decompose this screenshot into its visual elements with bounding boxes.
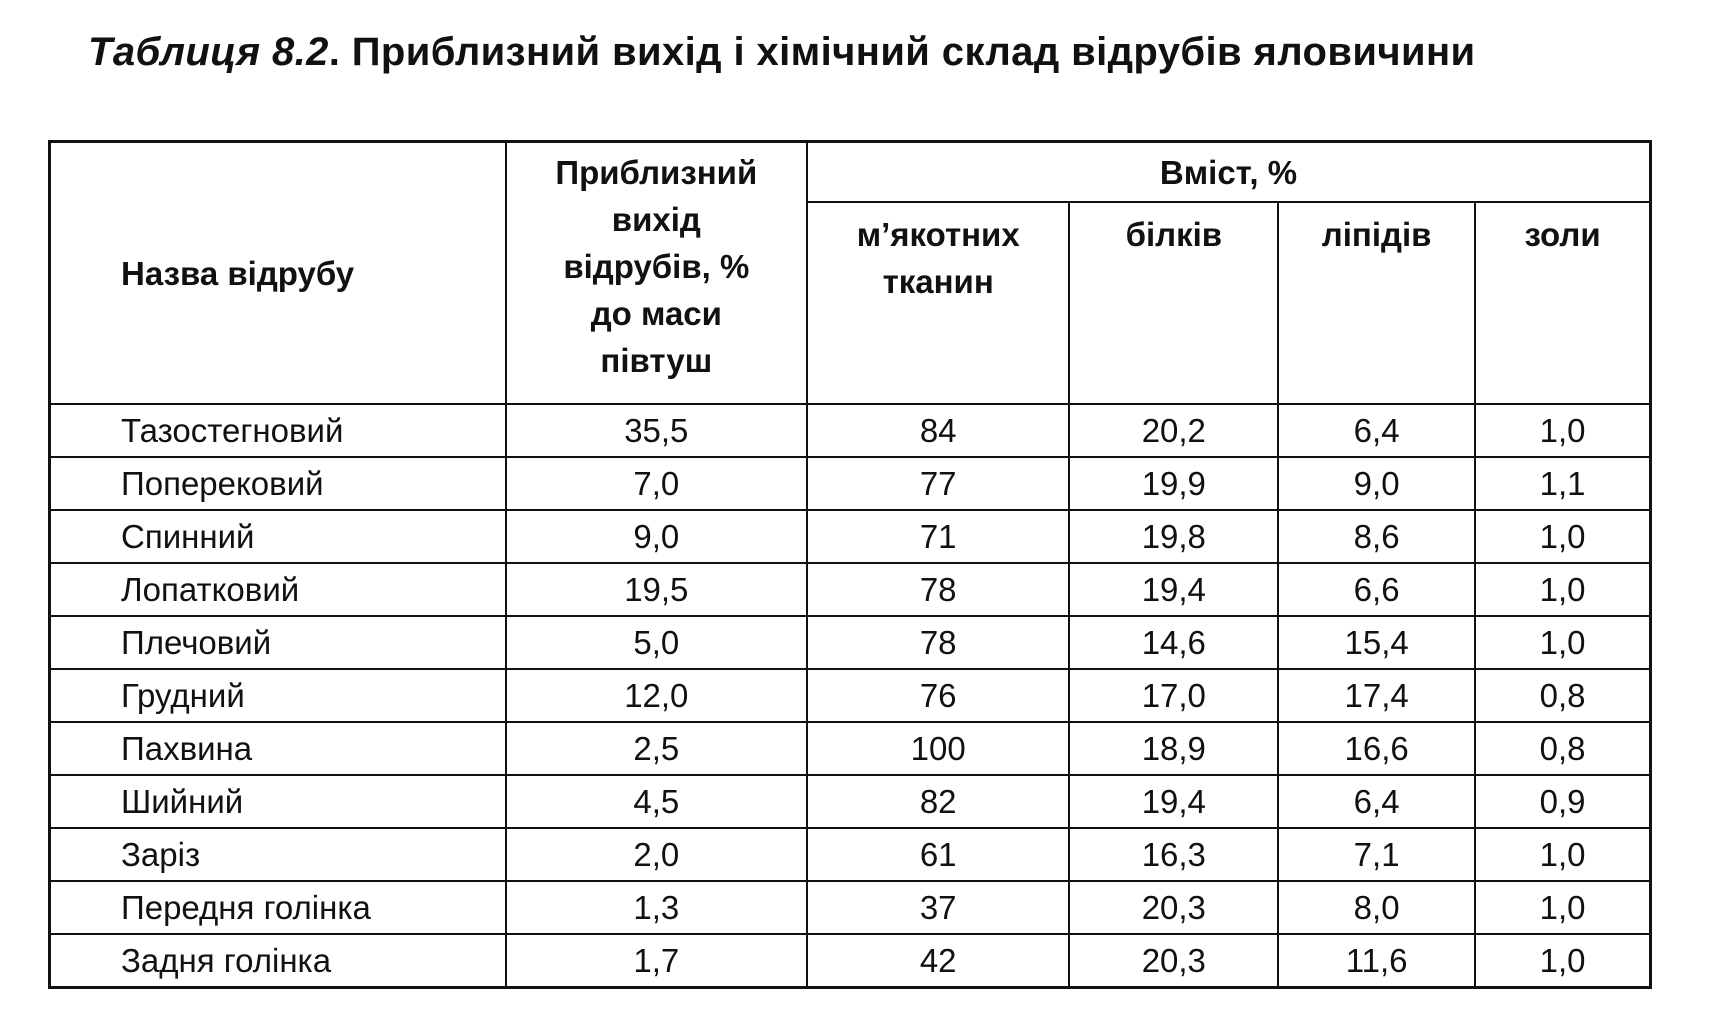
cell-protein: 18,9 bbox=[1069, 722, 1278, 775]
header-content-group: Вміст, % bbox=[807, 142, 1651, 203]
table-row bbox=[50, 563, 1651, 616]
beef-cuts-table bbox=[48, 140, 1652, 989]
table-row bbox=[50, 616, 1651, 669]
cell-yield: 12,0 bbox=[506, 669, 807, 722]
cell-ash: 1,0 bbox=[1475, 510, 1650, 563]
header-soft-tissue bbox=[807, 202, 1070, 404]
header-lipids: ліпідів bbox=[1278, 202, 1475, 404]
header-cut-name: Назва відрубу bbox=[50, 142, 506, 405]
cell-yield: 5,0 bbox=[506, 616, 807, 669]
cell-ash: 1,0 bbox=[1475, 828, 1650, 881]
table-row bbox=[50, 457, 1651, 510]
cell-ash: 1,0 bbox=[1475, 881, 1650, 934]
caption-separator: . bbox=[328, 30, 341, 74]
cell-yield: 1,3 bbox=[506, 881, 807, 934]
cell-yield: 2,5 bbox=[506, 722, 807, 775]
cell-lipids: 8,6 bbox=[1278, 510, 1475, 563]
cell-soft-tissue: 77 bbox=[807, 457, 1070, 510]
table-row bbox=[50, 404, 1651, 457]
cell-soft-tissue: 71 bbox=[807, 510, 1070, 563]
cell-ash: 1,0 bbox=[1475, 404, 1650, 457]
cell-yield: 2,0 bbox=[506, 828, 807, 881]
cell-soft-tissue: 61 bbox=[807, 828, 1070, 881]
table-header bbox=[50, 142, 1651, 405]
table-title: Приблизний вихід і хімічний склад відрубів яловичини bbox=[340, 30, 1476, 74]
cell-cut-name: Передня голінка bbox=[50, 881, 506, 934]
header-row-top bbox=[50, 142, 1651, 203]
cell-yield: 7,0 bbox=[506, 457, 807, 510]
header-yield bbox=[506, 142, 807, 405]
cell-yield: 9,0 bbox=[506, 510, 807, 563]
cell-lipids: 7,1 bbox=[1278, 828, 1475, 881]
cell-protein: 17,0 bbox=[1069, 669, 1278, 722]
cell-yield: 4,5 bbox=[506, 775, 807, 828]
cell-ash: 1,1 bbox=[1475, 457, 1650, 510]
header-ash: золи bbox=[1475, 202, 1650, 404]
header-yield-line: півтуш bbox=[600, 342, 713, 379]
table-row bbox=[50, 934, 1651, 988]
cell-ash: 1,0 bbox=[1475, 563, 1650, 616]
cell-ash: 1,0 bbox=[1475, 934, 1650, 988]
cell-yield: 35,5 bbox=[506, 404, 807, 457]
cell-soft-tissue: 76 bbox=[807, 669, 1070, 722]
cell-soft-tissue: 100 bbox=[807, 722, 1070, 775]
header-yield-line: відрубів, % bbox=[563, 248, 750, 285]
header-yield-line: вихід bbox=[611, 201, 701, 238]
cell-lipids: 8,0 bbox=[1278, 881, 1475, 934]
cell-cut-name: Шийний bbox=[50, 775, 506, 828]
header-yield-line: до маси bbox=[590, 295, 722, 332]
header-soft-tissue-line: тканин bbox=[882, 263, 994, 300]
cell-soft-tissue: 42 bbox=[807, 934, 1070, 988]
cell-yield: 19,5 bbox=[506, 563, 807, 616]
cell-cut-name: Плечовий bbox=[50, 616, 506, 669]
cell-protein: 20,2 bbox=[1069, 404, 1278, 457]
cell-protein: 19,4 bbox=[1069, 563, 1278, 616]
cell-protein: 16,3 bbox=[1069, 828, 1278, 881]
cell-lipids: 6,4 bbox=[1278, 775, 1475, 828]
cell-lipids: 16,6 bbox=[1278, 722, 1475, 775]
table-row bbox=[50, 510, 1651, 563]
cell-ash: 0,8 bbox=[1475, 669, 1650, 722]
cell-cut-name: Пахвина bbox=[50, 722, 506, 775]
cell-yield: 1,7 bbox=[506, 934, 807, 988]
cell-protein: 14,6 bbox=[1069, 616, 1278, 669]
cell-ash: 1,0 bbox=[1475, 616, 1650, 669]
cell-lipids: 17,4 bbox=[1278, 669, 1475, 722]
cell-cut-name: Спинний bbox=[50, 510, 506, 563]
cell-lipids: 9,0 bbox=[1278, 457, 1475, 510]
cell-ash: 0,8 bbox=[1475, 722, 1650, 775]
header-soft-tissue-line: м’якотних bbox=[856, 216, 1020, 253]
table-row bbox=[50, 881, 1651, 934]
cell-protein: 20,3 bbox=[1069, 881, 1278, 934]
cell-protein: 20,3 bbox=[1069, 934, 1278, 988]
cell-soft-tissue: 78 bbox=[807, 616, 1070, 669]
cell-ash: 0,9 bbox=[1475, 775, 1650, 828]
table-row bbox=[50, 722, 1651, 775]
table-row bbox=[50, 669, 1651, 722]
cell-lipids: 6,4 bbox=[1278, 404, 1475, 457]
cell-protein: 19,4 bbox=[1069, 775, 1278, 828]
cell-protein: 19,9 bbox=[1069, 457, 1278, 510]
header-protein: білків bbox=[1069, 202, 1278, 404]
cell-cut-name: Заріз bbox=[50, 828, 506, 881]
table-row bbox=[50, 828, 1651, 881]
cell-lipids: 11,6 bbox=[1278, 934, 1475, 988]
cell-protein: 19,8 bbox=[1069, 510, 1278, 563]
header-yield-line: Приблизний bbox=[555, 154, 758, 191]
cell-lipids: 15,4 bbox=[1278, 616, 1475, 669]
table-number: Таблиця 8.2 bbox=[88, 30, 329, 74]
table-caption bbox=[88, 30, 1476, 75]
cell-cut-name: Грудний bbox=[50, 669, 506, 722]
cell-cut-name: Задня голінка bbox=[50, 934, 506, 988]
cell-soft-tissue: 78 bbox=[807, 563, 1070, 616]
table-row bbox=[50, 775, 1651, 828]
cell-cut-name: Поперековий bbox=[50, 457, 506, 510]
cell-soft-tissue: 84 bbox=[807, 404, 1070, 457]
cell-cut-name: Лопатковий bbox=[50, 563, 506, 616]
cell-cut-name: Тазостегновий bbox=[50, 404, 506, 457]
cell-soft-tissue: 82 bbox=[807, 775, 1070, 828]
cell-lipids: 6,6 bbox=[1278, 563, 1475, 616]
cell-soft-tissue: 37 bbox=[807, 881, 1070, 934]
table-body bbox=[50, 404, 1651, 988]
